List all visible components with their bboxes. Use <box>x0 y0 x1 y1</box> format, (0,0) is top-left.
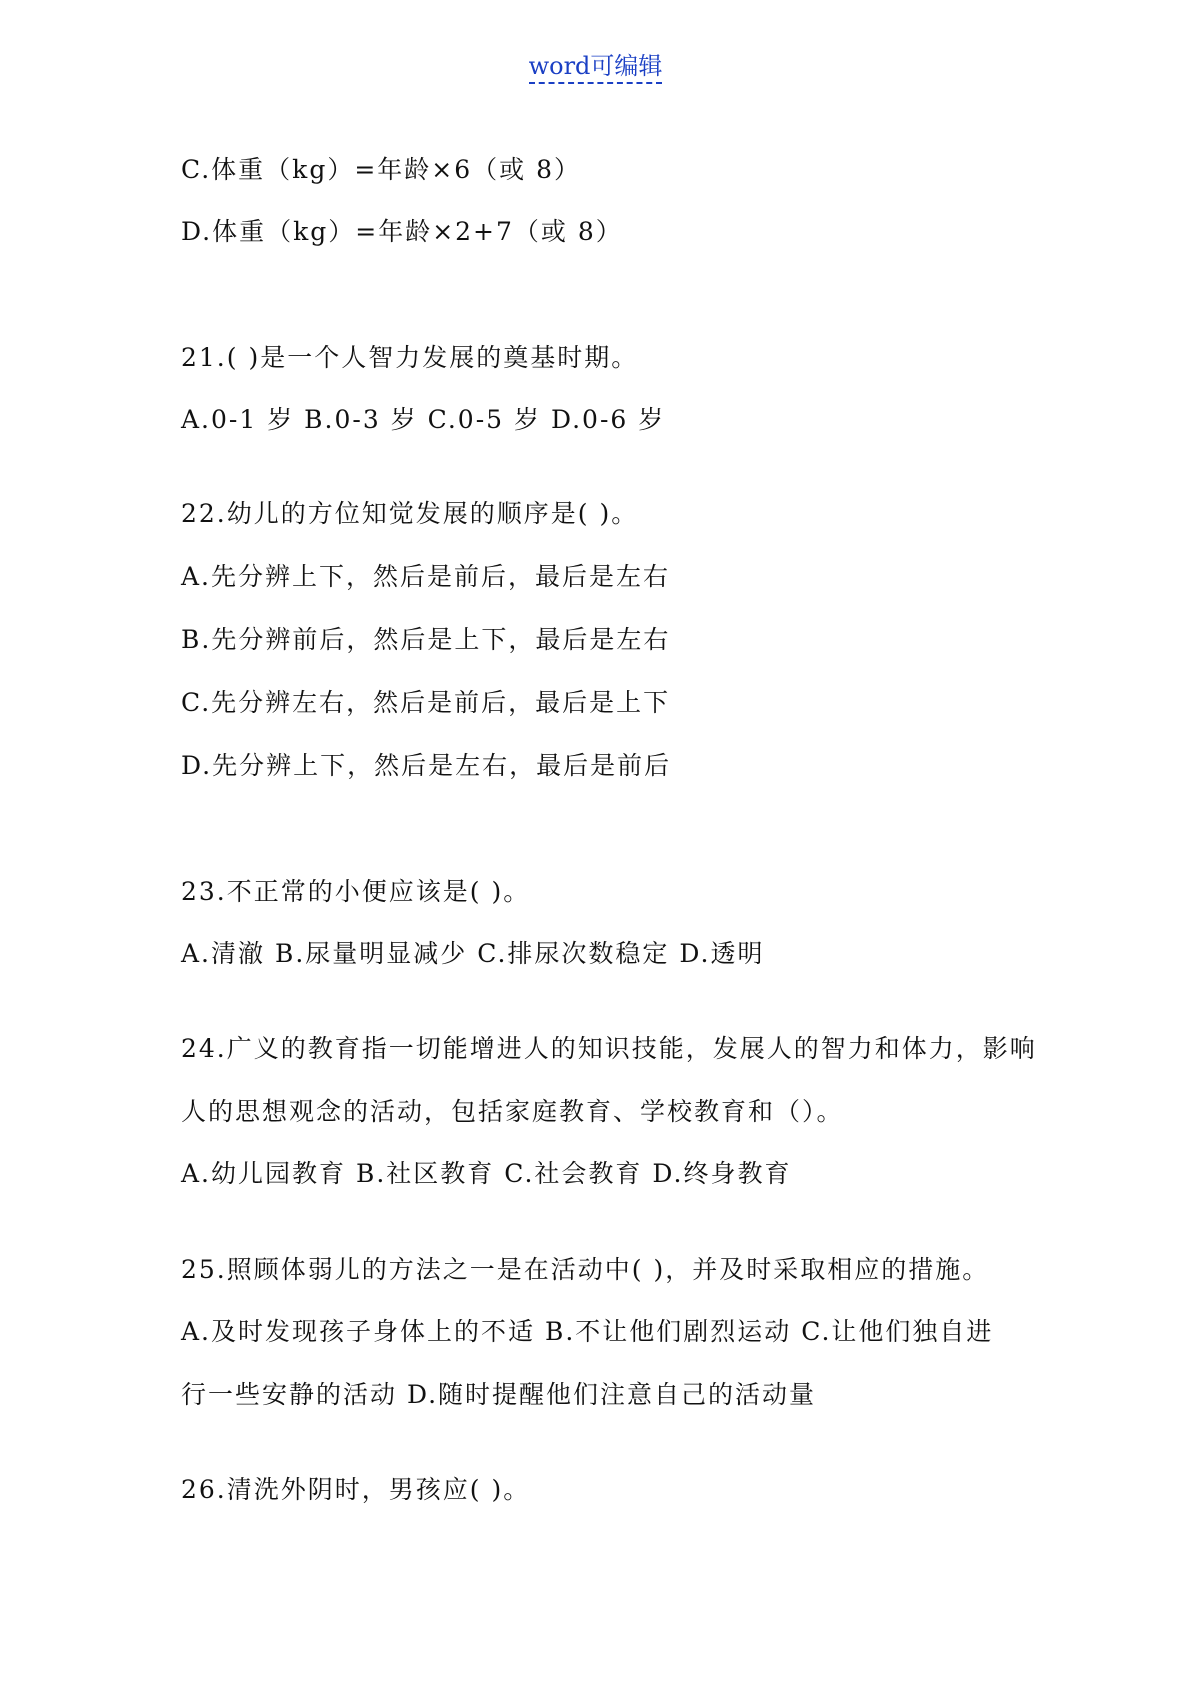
option-d-q20: D.体重（kg）=年龄×2+7（或 8） <box>181 217 623 246</box>
option-a-q22: A.先分辨上下，然后是前后，最后是左右 <box>181 562 671 591</box>
header-link[interactable]: word可编辑 <box>529 52 663 84</box>
question-25: 25.照顾体弱儿的方法之一是在活动中( )，并及时采取相应的措施。 <box>181 1255 990 1284</box>
page-header <box>0 46 1191 81</box>
question-22: 22.幼儿的方位知觉发展的顺序是( )。 <box>181 499 639 528</box>
question-26: 26.清洗外阴时，男孩应( )。 <box>181 1475 531 1504</box>
options-q25-line-2: 行一些安静的活动 D.随时提醒他们注意自己的活动量 <box>181 1380 817 1409</box>
options-q23: A.清澈 B.尿量明显减少 C.排尿次数稳定 D.透明 <box>181 939 765 968</box>
option-c-q22: C.先分辨左右，然后是前后，最后是上下 <box>181 688 671 717</box>
options-q21: A.0-1 岁 B.0-3 岁 C.0-5 岁 D.0-6 岁 <box>181 405 666 434</box>
question-21: 21.( )是一个人智力发展的奠基时期。 <box>181 343 639 372</box>
question-24-line-2: 人的思想观念的活动，包括家庭教育、学校教育和（）。 <box>181 1097 844 1126</box>
question-24-line-1: 24.广义的教育指一切能增进人的知识技能，发展人的智力和体力，影响 <box>181 1034 1037 1063</box>
options-q25-line-1: A.及时发现孩子身体上的不适 B.不让他们剧烈运动 C.让他们独自进 <box>181 1317 994 1346</box>
question-23: 23.不正常的小便应该是( )。 <box>181 877 531 906</box>
option-b-q22: B.先分辨前后，然后是上下，最后是左右 <box>181 625 671 654</box>
options-q24: A.幼儿园教育 B.社区教育 C.社会教育 D.终身教育 <box>181 1159 792 1188</box>
option-d-q22: D.先分辨上下，然后是左右，最后是前后 <box>181 751 672 780</box>
option-c-q20: C.体重（kg）=年龄×6（或 8） <box>181 155 581 184</box>
